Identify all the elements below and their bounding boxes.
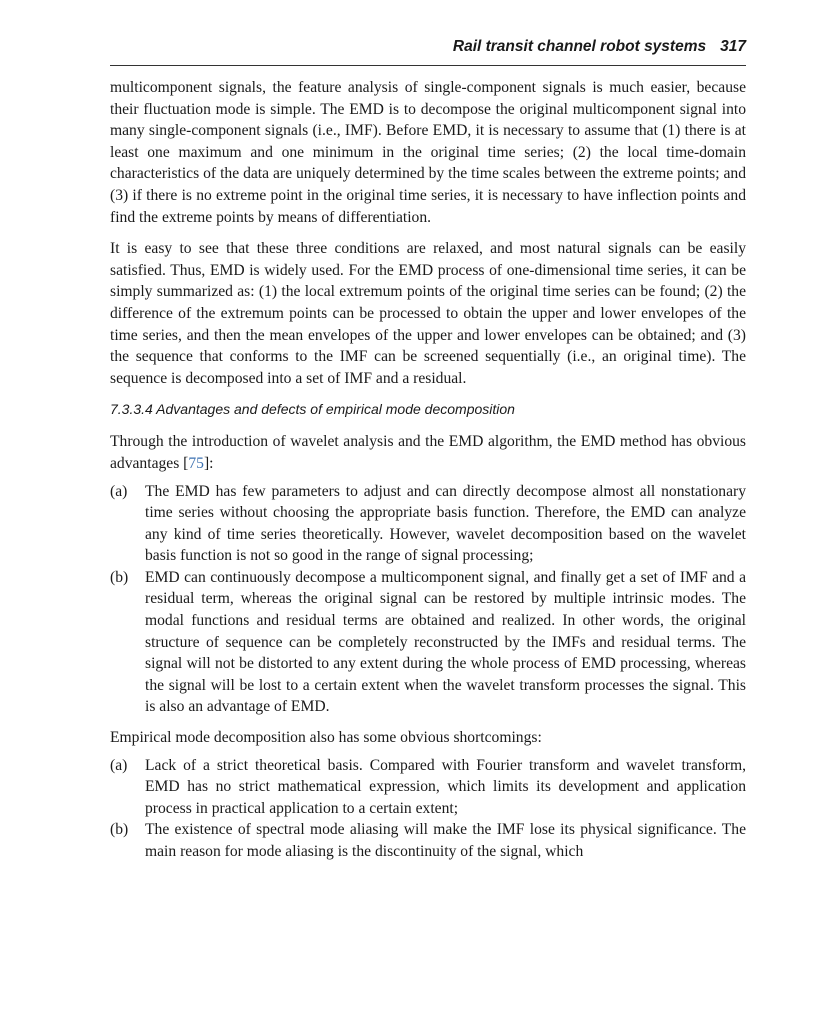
paragraph-advantages-intro — [110, 431, 746, 474]
paragraph-emd-intro: multicomponent signals, the feature analysis of single-component signals is much easier, because their fluctuation mode is simple. The EMD is to decompose the original multicomponent signal into many single-component signals (i.e., IMF). Before EMD, it is necessary to assume that (1) there is at least one maximum and one minimum in the original time series; (2) the local time-domain characteristics of the data are uniquely determined by the time scales between the extreme points; and (3) if there is no extreme point in the original time series, it is necessary to have inflection points and find the extreme points by means of differentiation. — [110, 79, 746, 226]
running-head — [110, 38, 746, 62]
list-item — [110, 755, 746, 820]
list-item — [110, 819, 746, 862]
body-text — [110, 77, 746, 872]
advantages-intro-end: ]: — [203, 454, 214, 472]
list-item-text: Lack of a strict theoretical basis. Compared with Fourier transform and wavelet transform, EMD has no strict mathematical expression, which limits its development and application process in practical application to a certain extent; — [145, 756, 746, 817]
running-title: Rail transit channel robot systems — [452, 38, 707, 55]
section-heading: 7.3.3.4 Advantages and defects of empirical mode decomposition — [110, 401, 515, 418]
page-number: 317 — [720, 38, 746, 55]
list-marker: (a) — [110, 482, 128, 500]
list-item-text: EMD can continuously decompose a multicomponent signal, and finally get a set of IMF and a residual term, whereas the original signal can be restored by multiple intrinsic modes. The modal functions and residual terms are obtained and realized. In other words, the original structure of sequence can be completely reconstructed by the IMFs and residual terms. The signal will not be distorted to any extent during the whole process of EMD processing, whereas the signal will be lost to a certain extent when the wavelet transform processes the signal. This is also an advantage of EMD. — [145, 568, 746, 716]
list-marker: (a) — [110, 756, 128, 774]
advantages-intro-text: Through the introduction of wavelet analysis and the EMD algorithm, the EMD method has obvious advantages [ — [110, 433, 746, 472]
citation-link[interactable]: 75 — [188, 454, 204, 472]
list-marker: (b) — [110, 568, 129, 586]
header-rule — [110, 65, 746, 66]
advantages-list — [110, 481, 746, 719]
list-item — [110, 567, 746, 718]
list-item-text: The existence of spectral mode aliasing will make the IMF lose its physical significance. The main reason for mode aliasing is the discontinuity of the signal, which — [145, 821, 746, 860]
paragraph-emd-process: It is easy to see that these three conditions are relaxed, and most natural signals can be easily satisfied. Thus, EMD is widely used. For the EMD process of one-dimensional time series, it can be simply summarized as: (1) the local extremum points of the original time series can be found; (2) the difference of the extremum points can be processed to obtain the upper and lower envelopes of the time series, and then the mean envelopes of the upper and lower envelopes can be obtained; and (3) the sequence that conforms to the IMF can be screened sequentially (i.e., an original time). The sequence is decomposed into a set of IMF and a residual. — [110, 240, 746, 387]
list-item-text: The EMD has few parameters to adjust and can directly decompose almost all nonstationary time series without choosing the appropriate basis function. Therefore, the EMD can analyze any kind of time series theoretically. However, wavelet decomposition based on the wavelet basis function is not so good in the range of signal processing; — [145, 482, 746, 565]
shortcomings-list — [110, 755, 746, 863]
paragraph-shortcomings-intro: Empirical mode decomposition also has some obvious shortcomings: — [110, 729, 542, 747]
list-marker: (b) — [110, 821, 129, 839]
list-item — [110, 481, 746, 567]
